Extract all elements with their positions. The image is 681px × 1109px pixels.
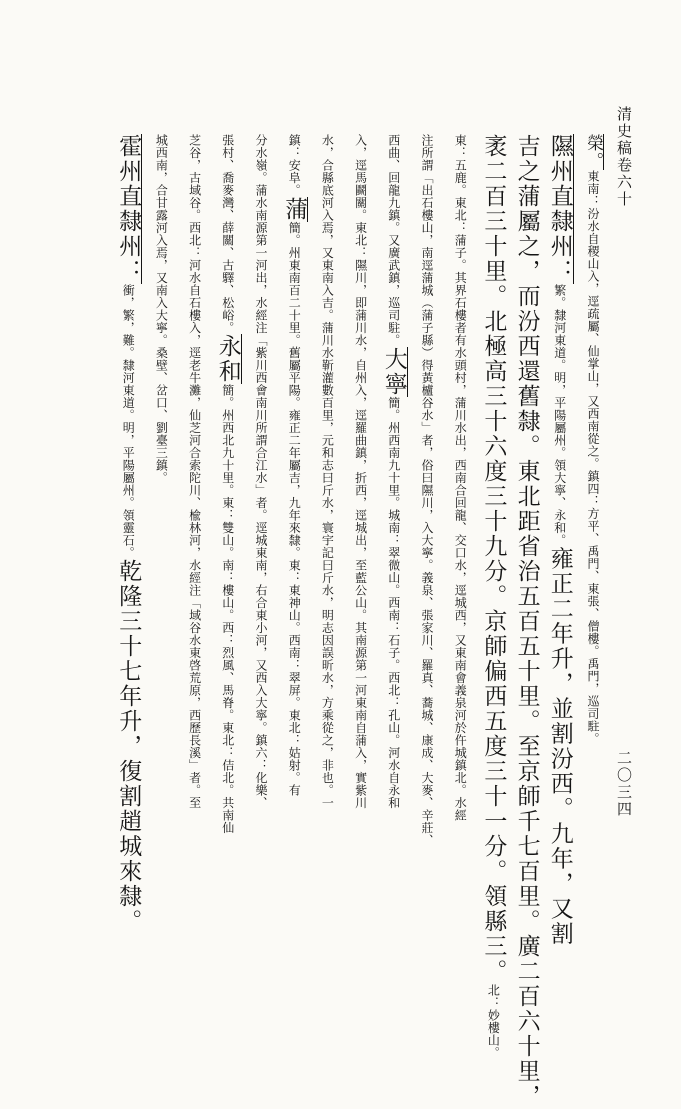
text-segment: 城西南，合甘露河入焉，又南入大寧。桑壁、岔口、劉臺三鎮。 <box>154 134 169 484</box>
underlined-heading: 隰州直隸州： <box>546 134 573 284</box>
text-column <box>180 134 210 972</box>
text-segment: 分水嶺。蒲水南源第一河出，水經注「紫川西會南川所謂合江水」者。逕城東南，右合東小河，又西入大寧。鎮六：化樂、 <box>254 134 268 809</box>
text-column <box>146 134 176 972</box>
text-segment: 繁。隸河東道。明，平陽屬州。領大寧、永和。 <box>552 284 567 547</box>
text-column <box>512 134 542 1109</box>
text-segment: 乾隆三十七年升，復割趙城來隸。 <box>115 559 142 934</box>
underlined-heading: 榮。 <box>583 134 603 170</box>
text-column <box>478 134 508 1059</box>
text-segment: 簡。州西北九十里。東：雙山。南：樓山。西：烈風、馬脊。東北：佶北。共南仙 <box>220 384 235 834</box>
text-column <box>578 134 608 972</box>
text-column <box>246 134 276 972</box>
text-segment: 簡。州西南九十里。城南：翠微山。西南：石子。西北：孔山。河水自永和 <box>386 396 401 809</box>
text-segment: 東南：汾水自稷山入，逕疏屬、仙掌山，又西南從之。鎮四：方平、禹門、東張、僧樓。禹門，巡司駐。 <box>586 170 600 745</box>
text-segment: 西曲、回龍九鎮。又廣武鎮，巡司駐。 <box>386 134 401 347</box>
text-segment: 張村、喬麥灣、薛關、古驛、松峪。 <box>220 134 235 334</box>
text-segment: 入，逕馬鬬關。東北：隰川，即蒲川水，自州入，逕羅曲鎮，折西，逕城出，至藍公山。其南源第一河東南自蒲入，實紫川 <box>353 134 368 809</box>
text-column <box>346 134 376 972</box>
text-segment: 注所謂「出石樓山，南逕蒲城（蒲子縣）得黃櫨谷水」者，俗曰隰川，入大寧。義泉、張家川、羅真、蕎城、康成、大麥、辛莊、 <box>420 134 434 847</box>
text-column <box>412 134 442 972</box>
text-segment: 水，合縣底河入焉，又東南入吉。蒲川水靳灌數百里，元和志曰斤水，寰宇記曰斤水，明志因誤昕水，方乘從之，非也。一 <box>320 134 335 809</box>
text-segment: 衝，繁，難。隸河東道。明，平陽屬州。領靈石。 <box>121 284 136 559</box>
text-segment: 北：妙樓山。 <box>486 984 501 1059</box>
running-title: 清史稿卷六十 <box>615 106 633 208</box>
text-column <box>445 134 475 972</box>
text-segment: 鎮：安阜。 <box>287 134 302 197</box>
text-segment: 簡。州東南百二十里。舊屬平陽。雍正二年屬吉，九年來隸。東：東神山。西南：翠屏。東北：姑射。有 <box>287 221 302 797</box>
text-column <box>312 134 342 972</box>
underlined-heading: 霍州直隸州： <box>115 134 142 284</box>
text-segment: 雍正二年升，並割汾西。九年，又割 <box>546 546 573 947</box>
text-column <box>279 134 309 972</box>
text-segment: 東：五鹿。東北：蒲子。其界石樓者有水頭村，蒲川水出，西南合回龍、交口水，逕城西，又東南會義泉河於仵城鎮北。水經 <box>453 134 468 822</box>
text-column <box>213 134 243 972</box>
page-number: 二〇三四 <box>615 750 633 818</box>
text-segment: 袤二百三十里。北極高三十六度三十九分。京師偏西五度三十一分。領縣三。 <box>480 134 507 984</box>
text-column <box>113 134 143 972</box>
text-column <box>545 134 575 972</box>
underlined-heading: 大寧 <box>380 346 407 397</box>
underlined-heading: 永和 <box>214 334 241 384</box>
underlined-heading: 蒲 <box>281 196 308 222</box>
text-segment: 吉之蒲屬之，而汾西還舊隸。東北距省治五百五十里。至京師千七百里。廣二百六十里， <box>513 134 540 1109</box>
text-column <box>379 134 409 972</box>
text-segment: 芝谷，古域谷。西北：河水自石樓入，逕老牛灘，仙芝河合索陀川、楡林河，水經注「域谷水東啓荒原，西歷長溪」者。至 <box>187 134 202 809</box>
